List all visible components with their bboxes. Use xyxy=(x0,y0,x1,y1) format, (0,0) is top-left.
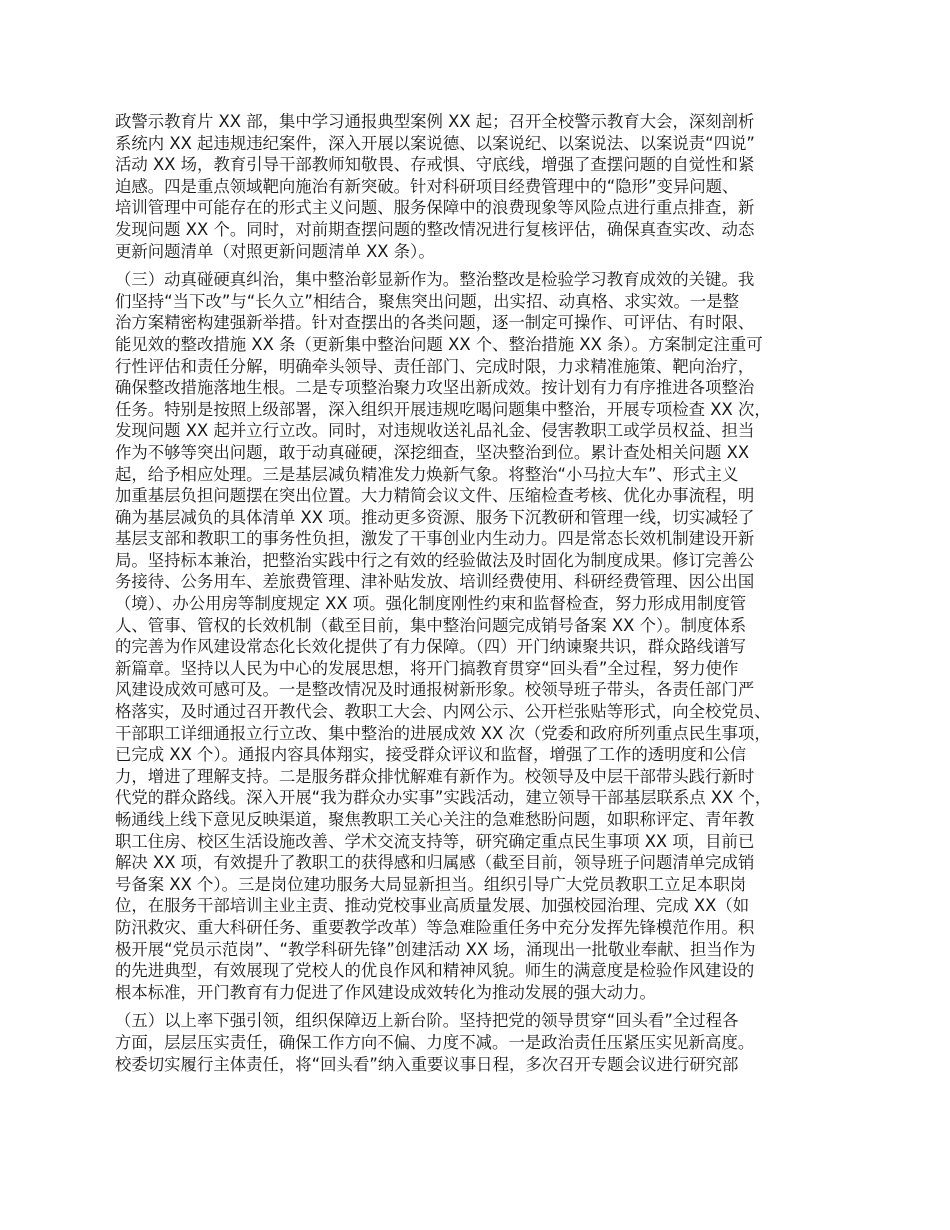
text-line: （三）动真碰硬真纠治，集中整治彰显新作为。整治整改是检验学习教育成效的关键。我 xyxy=(115,270,755,290)
text-line: 起，给予相应处理。三是基层减负精准发力焕新气象。将整治“小马拉大车”、形式主义 xyxy=(115,464,739,484)
text-line: 行性评估和责任分解，明确牵头领导、责任部门、完成时限，力求精准施策、靶向治疗， xyxy=(115,356,755,376)
text-line: 的完善为作风建设常态化长效化提供了有力保障。（四）开门纳谏聚共识，群众路线谱写 xyxy=(115,637,747,657)
text-line: 的先进典型，有效展现了党校人的优良作风和精神风貌。师生的满意度是检验作风建设的 xyxy=(115,961,755,981)
text-line: 确保整改措施落地生根。二是专项整治聚力攻坚出新成效。按计划有力有序推进各项整治 xyxy=(115,378,755,398)
text-line: 政警示教育片 XX 部，集中学习通报典型案例 XX 起；召开全校警示教育大会，深刻剖析 xyxy=(115,112,755,131)
text-line: 干部职工详细通报立行立改、集中整治的进展成效 XX 次（党委和政府所列重点民生事项， xyxy=(115,723,771,743)
text-line: 确为基层减负的具体清单 XX 项。推动更多资源、服务下沉教研和管理一线，切实减轻了 xyxy=(115,507,755,527)
text-line: 任务。特别是按照上级部署，深入组织开展违规吃喝问题集中整治，开展专项检查 XX 次， xyxy=(115,399,771,419)
text-line: 防汛救灾、重大科研任务、重要教学改革）等急难险重任务中充分发挥先锋模范作用。积 xyxy=(115,917,755,937)
text-line: 基层支部和教职工的事务性负担，激发了干事创业内生动力。四是常态长效机制建设开新 xyxy=(115,529,755,549)
text-line: 加重基层负担问题摆在突出位置。大力精简会议文件、压缩检查考核、优化办事流程，明 xyxy=(115,486,755,506)
text-line: （五）以上率下强引领，组织保障迈上新台阶。坚持把党的领导贯穿“回头看”全过程各 xyxy=(115,1011,739,1031)
document-body xyxy=(115,111,850,1082)
text-line: （境）、办公用房等制度规定 XX 项。强化制度刚性约束和监督检查，努力形成用制度管 xyxy=(115,594,747,614)
text-line: 代党的群众路线。深入开展“我为群众办实事”实践活动，建立领导干部基层联系点 XX 个， xyxy=(115,788,772,808)
text-line: 迫感。四是重点领域靶向施治有新突破。针对科研项目经费管理中的“隐形”变异问题、 xyxy=(115,176,739,196)
paragraph xyxy=(115,1010,850,1075)
text-line: 培训管理中可能存在的形式主义问题、服务保障中的浪费现象等风险点进行重点排查，新 xyxy=(115,198,755,218)
text-line: 发现问题 XX 个。同时，对前期查摆问题的整改情况进行复核评估，确保真查实改、动态 xyxy=(115,219,755,239)
text-line: 活动 XX 场，教育引导干部教师知敬畏、存戒惧、守底线，增强了查摆问题的自觉性和紧 xyxy=(115,155,755,175)
text-line: 治方案精密构建强新举措。针对查摆出的各类问题，逐一制定可操作、可评估、有时限、 xyxy=(115,313,755,333)
text-line: 根本标准，开门教育有力促进了作风建设成效转化为推动发展的强大动力。 xyxy=(115,982,656,1002)
text-line: 位，在服务干部培训主业主责、推动党校事业高质量发展、加强校园治理、完成 XX（如 xyxy=(115,896,750,916)
text-line: 解决 XX 项，有效提升了教职工的获得感和归属感（截至目前，领导班子问题清单完成销 xyxy=(115,853,755,873)
text-line: 新篇章。坚持以人民为中心的发展思想，将开门搞教育贯穿“回头看”全过程，努力使作 xyxy=(115,658,739,678)
text-line: 更新问题清单（对照更新问题清单 XX 条）。 xyxy=(115,241,435,261)
text-line: 格落实，及时通过召开教代会、教职工大会、内网公示、公开栏张贴等形式，向全校党员、 xyxy=(115,702,771,722)
text-line: 已完成 XX 个）。通报内容具体翔实，接受群众评议和监督，增强了工作的透明度和公信 xyxy=(115,745,747,765)
text-line: 极开展“党员示范岗”、“教学科研先锋”创建活动 XX 场，涌现出一批敬业奉献、担当作为 xyxy=(115,939,756,959)
paragraph xyxy=(115,111,850,262)
text-line: 风建设成效可感可及。一是整改情况及时通报树新形象。校领导班子带头，各责任部门严 xyxy=(115,680,755,700)
text-line: 发现问题 XX 起并立行立改。同时，对违规收送礼品礼金、侵害教职工或学员权益、担当 xyxy=(115,421,755,441)
text-line: 作为不够等突出问题，敢于动真碰硬，深挖细查，坚决整治到位。累计查处相关问题 XX xyxy=(115,442,750,462)
text-line: 务接待、公务用车、差旅费管理、津补贴发放、培训经费使用、科研经费管理、因公出国 xyxy=(115,572,755,592)
text-line: 系统内 XX 起违规违纪案件，深入开展以案说德、以案说纪、以案说法、以案说责“四说” xyxy=(115,133,755,153)
text-line: 局。坚持标本兼治，把整治实践中行之有效的经验做法及时固化为制度成果。修订完善公 xyxy=(115,550,755,570)
text-line: 能见效的整改措施 XX 条（更新集中整治问题 XX 个、整治措施 XX 条）。方案制定注重可 xyxy=(115,334,763,354)
text-line: 力，增进了理解支持。二是服务群众排忧解难有新作为。校领导及中层干部带头践行新时 xyxy=(115,766,755,786)
text-line: 号备案 XX 个）。三是岗位建功服务大局显新担当。组织引导广大党员教职工立足本职岗 xyxy=(115,874,747,894)
text-line: 人、管事、管权的长效机制（截至目前，集中整治问题完成销号备案 XX 个）。制度体系 xyxy=(115,615,747,635)
paragraph xyxy=(115,269,850,1003)
text-line: 方面，层层压实责任，确保工作方向不偏、力度不减。一是政治责任压紧压实见新高度。 xyxy=(115,1032,755,1052)
text-line: 畅通线上线下意见反映渠道，聚焦教职工关心关注的急难愁盼问题，如职称评定、青年教 xyxy=(115,810,755,829)
text-line: 职工住房、校区生活设施改善、学术交流支持等，研究确定重点民生事项 XX 项，目前已 xyxy=(115,831,755,851)
text-line: 们坚持“当下改”与“长久立”相结合，聚焦突出问题，出实招、动真格、求实效。一是整 xyxy=(115,291,740,311)
text-line: 校委切实履行主体责任，将“回头看”纳入重要议事日程，多次召开专题会议进行研究部 xyxy=(115,1054,739,1074)
